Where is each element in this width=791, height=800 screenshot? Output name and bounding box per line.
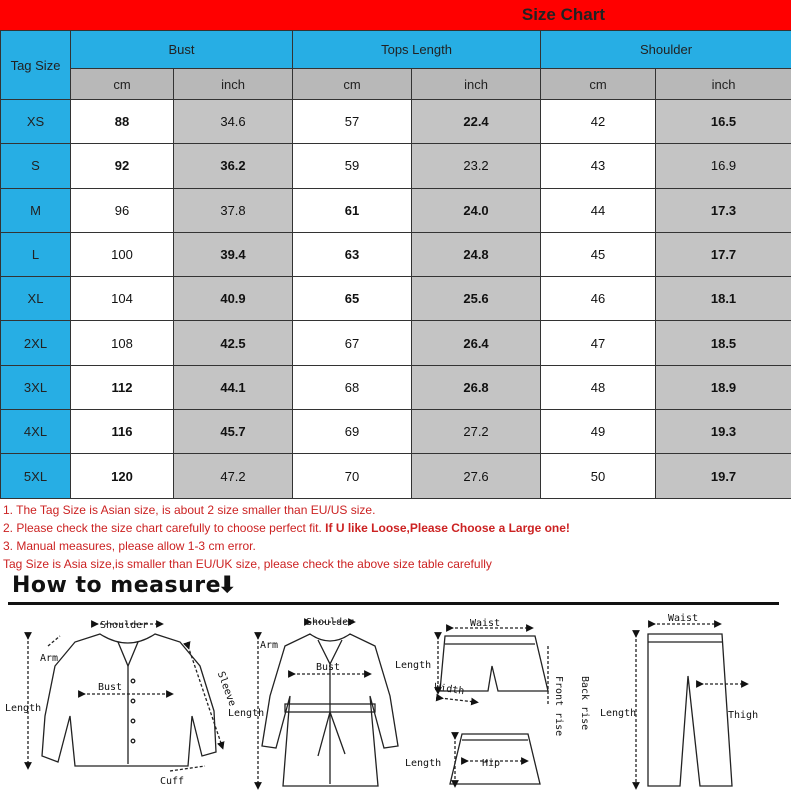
divider (8, 602, 779, 605)
how-to-measure-title: How to measure (12, 573, 222, 598)
label-width: Width (433, 682, 465, 698)
table-row (1, 100, 791, 144)
header-tag-size: Tag Size (1, 31, 71, 100)
shoulder-inch-cell: 18.1 (656, 277, 791, 321)
trousers-diagram (636, 624, 745, 786)
bust-inch-cell: 36.2 (174, 144, 293, 188)
bust-cm-cell: 88 (71, 100, 174, 144)
note-line-2-emphasis: If U like Loose,Please Choose a Large one! (325, 521, 570, 535)
length-inch-cell: 24.0 (412, 188, 541, 232)
unit-header: inch (656, 69, 791, 100)
length-cm-cell: 70 (293, 454, 412, 498)
table-row (1, 454, 791, 498)
length-cm-cell: 59 (293, 144, 412, 188)
length-inch-cell: 27.2 (412, 410, 541, 454)
shoulder-inch-cell: 19.3 (656, 410, 791, 454)
size-table (0, 30, 791, 499)
size-notes (3, 501, 789, 573)
length-inch-cell: 26.4 (412, 321, 541, 365)
length-inch-cell: 26.8 (412, 365, 541, 409)
label-thigh: Thigh (728, 710, 759, 721)
measure-illustrations (0, 606, 791, 800)
table-row (1, 365, 791, 409)
unit-header: inch (412, 69, 541, 100)
tag-size-cell: 4XL (1, 410, 71, 454)
jacket-diagram (28, 624, 222, 771)
size-chart-title-bar (0, 0, 791, 30)
bust-inch-cell: 44.1 (174, 365, 293, 409)
tag-size-cell: 3XL (1, 365, 71, 409)
label-waist: Waist (470, 618, 501, 629)
tag-size-cell: S (1, 144, 71, 188)
unit-header: inch (174, 69, 293, 100)
bust-cm-cell: 104 (71, 277, 174, 321)
shoulder-cm-cell: 47 (541, 321, 656, 365)
shoulder-inch-cell: 17.7 (656, 232, 791, 276)
length-inch-cell: 24.8 (412, 232, 541, 276)
length-cm-cell: 57 (293, 100, 412, 144)
label-shoulder: Shoulder (306, 617, 355, 628)
label-bust: Bust (98, 682, 123, 693)
length-cm-cell: 68 (293, 365, 412, 409)
bust-cm-cell: 116 (71, 410, 174, 454)
unit-header: cm (293, 69, 412, 100)
unit-header: cm (541, 69, 656, 100)
tag-size-cell: XS (1, 100, 71, 144)
bust-cm-cell: 120 (71, 454, 174, 498)
shoulder-cm-cell: 43 (541, 144, 656, 188)
tag-size-cell: XL (1, 277, 71, 321)
shoulder-inch-cell: 17.3 (656, 188, 791, 232)
label-shoulder: Shoulder (100, 620, 149, 631)
header-bust: Bust (71, 31, 293, 69)
note-line-2 (3, 519, 789, 537)
shoulder-inch-cell: 18.5 (656, 321, 791, 365)
table-row (1, 188, 791, 232)
length-cm-cell: 65 (293, 277, 412, 321)
shoulder-inch-cell: 16.9 (656, 144, 791, 188)
size-chart-title: Size Chart (521, 5, 605, 24)
coat-diagram (258, 622, 398, 786)
length-cm-cell: 69 (293, 410, 412, 454)
label-back-rise: Back rise (579, 676, 590, 731)
shoulder-cm-cell: 49 (541, 410, 656, 454)
tag-size-cell: 5XL (1, 454, 71, 498)
length-cm-cell: 61 (293, 188, 412, 232)
label-length: Length (5, 703, 42, 714)
shoulder-cm-cell: 50 (541, 454, 656, 498)
length-inch-cell: 27.6 (412, 454, 541, 498)
note-line-3: 3. Manual measures, please allow 1-3 cm error. (3, 539, 256, 553)
unit-header: cm (71, 69, 174, 100)
length-cm-cell: 67 (293, 321, 412, 365)
bust-inch-cell: 47.2 (174, 454, 293, 498)
shoulder-inch-cell: 16.5 (656, 100, 791, 144)
bust-inch-cell: 42.5 (174, 321, 293, 365)
header-shoulder: Shoulder (541, 31, 791, 69)
label-front-rise: Front rise (553, 676, 564, 737)
table-row (1, 410, 791, 454)
length-inch-cell: 23.2 (412, 144, 541, 188)
length-inch-cell: 22.4 (412, 100, 541, 144)
note-line-1: 1. The Tag Size is Asian size, is about 2 size smaller than EU/US size. (3, 503, 376, 517)
note-line-4: Tag Size is Asia size,is smaller than EU/UK size, please check the above size table carefully (3, 557, 492, 571)
label-length: Length (228, 708, 265, 719)
label-arm: Arm (40, 653, 59, 664)
how-to-measure-section (0, 570, 791, 800)
length-cm-cell: 63 (293, 232, 412, 276)
label-length: Length (600, 708, 637, 719)
bust-cm-cell: 96 (71, 188, 174, 232)
tag-size-cell: 2XL (1, 321, 71, 365)
bust-inch-cell: 39.4 (174, 232, 293, 276)
label-hip: Hip (482, 758, 501, 769)
bust-inch-cell: 40.9 (174, 277, 293, 321)
shoulder-cm-cell: 44 (541, 188, 656, 232)
header-tops-length: Tops Length (293, 31, 541, 69)
label-length: Length (395, 660, 432, 671)
shoulder-cm-cell: 48 (541, 365, 656, 409)
header-row-groups (1, 31, 791, 69)
table-row (1, 277, 791, 321)
shoulder-cm-cell: 45 (541, 232, 656, 276)
shoulder-cm-cell: 46 (541, 277, 656, 321)
bust-inch-cell: 45.7 (174, 410, 293, 454)
bust-cm-cell: 92 (71, 144, 174, 188)
tag-size-cell: M (1, 188, 71, 232)
label-cuff: Cuff (160, 776, 185, 787)
shoulder-inch-cell: 19.7 (656, 454, 791, 498)
header-row-units (1, 69, 791, 100)
bust-inch-cell: 34.6 (174, 100, 293, 144)
bust-inch-cell: 37.8 (174, 188, 293, 232)
table-row (1, 321, 791, 365)
label-arm: Arm (260, 640, 279, 651)
note-line-2-text: 2. Please check the size chart carefully to choose perfect fit. (3, 521, 326, 535)
length-inch-cell: 25.6 (412, 277, 541, 321)
label-sleeve: Sleeve (214, 670, 238, 708)
bust-cm-cell: 100 (71, 232, 174, 276)
table-row (1, 232, 791, 276)
shoulder-inch-cell: 18.9 (656, 365, 791, 409)
shoulder-cm-cell: 42 (541, 100, 656, 144)
label-length: Length (405, 758, 442, 769)
label-bust: Bust (316, 662, 341, 673)
tag-size-cell: L (1, 232, 71, 276)
bust-cm-cell: 108 (71, 321, 174, 365)
down-arrow-icon: ⬇ (218, 572, 237, 597)
table-row (1, 144, 791, 188)
label-waist: Waist (668, 613, 699, 624)
bust-cm-cell: 112 (71, 365, 174, 409)
